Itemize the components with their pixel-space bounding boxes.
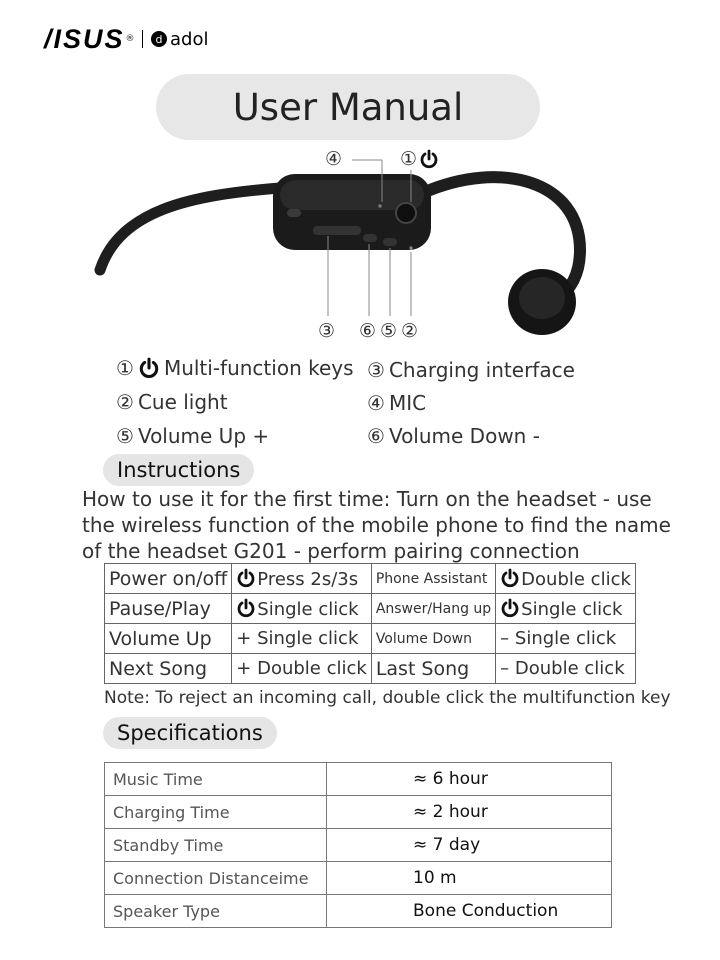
spec-value: ≈ 7 day <box>327 829 612 862</box>
mic-hole <box>378 204 382 208</box>
cell-text: Next Song <box>109 657 208 680</box>
function-cell <box>105 624 232 654</box>
brand-logos <box>44 22 209 56</box>
adol-logo-icon: d <box>151 31 167 47</box>
function-cell <box>105 564 232 594</box>
specifications-table-body <box>105 763 612 928</box>
spec-value: Bone Conduction <box>327 895 612 928</box>
adol-logo-text: adol <box>170 28 209 50</box>
legend-number: ② <box>116 390 134 414</box>
action-cell <box>496 654 636 684</box>
legend-label: Volume Up + <box>137 424 270 448</box>
operations-table <box>104 563 636 684</box>
action-cell <box>232 564 372 594</box>
action-cell <box>232 594 372 624</box>
button-left <box>287 209 301 217</box>
cell-text: Single click <box>257 598 359 620</box>
instructions-line: the wireless function of the mobile phone to find the name <box>82 513 671 537</box>
power-icon <box>500 568 520 588</box>
cell-text: – Double click <box>500 658 625 679</box>
function-cell <box>371 624 495 654</box>
function-cell <box>105 654 232 684</box>
callout-mic: ④ <box>325 148 343 170</box>
headset-diagram <box>80 140 600 350</box>
table-row <box>105 594 636 624</box>
action-cell <box>496 624 636 654</box>
cell-text: + Double click <box>236 658 367 679</box>
instructions-line: of the headset G201 - perform pairing connection <box>82 539 580 563</box>
volume-up-button <box>383 238 397 246</box>
spec-value: ≈ 2 hour <box>327 796 612 829</box>
cell-text: Answer/Hang up <box>375 600 492 617</box>
specifications-heading: Specifications <box>103 717 277 749</box>
power-icon <box>419 149 439 169</box>
legend-label: Cue light <box>137 390 228 414</box>
spec-label: Connection Distanceime <box>105 862 327 895</box>
cell-text: – Single click <box>500 628 617 649</box>
instructions-heading: Instructions <box>103 454 254 486</box>
table-row <box>105 564 636 594</box>
pad-inner <box>519 277 565 319</box>
legend-label: Volume Down - <box>388 424 540 448</box>
operations-table-body <box>105 564 636 684</box>
function-cell <box>371 564 495 594</box>
cell-text: Last Song <box>375 657 470 680</box>
instructions-text <box>82 486 702 564</box>
page-title: User Manual <box>156 74 540 140</box>
legend-number: ⑥ <box>367 424 385 448</box>
table-row <box>105 763 612 796</box>
spec-label: Standby Time <box>105 829 327 862</box>
legend-multifunction <box>116 356 354 380</box>
spec-value: 10 m <box>327 862 612 895</box>
power-icon <box>138 357 160 379</box>
note-text: Note: To reject an incoming call, double click the multifunction key <box>104 688 671 708</box>
action-cell <box>496 564 636 594</box>
cell-text: Phone Assistant <box>375 570 488 587</box>
function-cell <box>371 654 495 684</box>
table-row <box>105 624 636 654</box>
legend-label: MIC <box>388 391 427 415</box>
trademark-mark: ® <box>125 34 135 44</box>
table-row <box>105 654 636 684</box>
charging-port <box>313 226 361 235</box>
function-cell <box>105 594 232 624</box>
cell-text: Volume Down <box>375 630 473 647</box>
specifications-table <box>104 762 612 928</box>
spec-label: Charging Time <box>105 796 327 829</box>
table-row <box>105 796 612 829</box>
volume-down-button <box>363 234 377 242</box>
callout-volume-down: ⑥ <box>359 320 377 342</box>
spec-label: Speaker Type <box>105 895 327 928</box>
cell-text: Single click <box>521 598 623 620</box>
callout-number: ① <box>400 148 418 170</box>
legend-number: ⑤ <box>116 424 134 448</box>
legend-mic <box>367 391 426 415</box>
cell-text: + Single click <box>236 628 359 649</box>
legend-number: ① <box>116 356 134 380</box>
legend-volume-up <box>116 424 269 448</box>
callout-charging: ③ <box>318 320 336 342</box>
legend-charging <box>367 358 575 382</box>
legend-volume-down <box>367 424 540 448</box>
cell-text: Volume Up <box>109 627 212 650</box>
headset-left-band <box>100 188 280 270</box>
table-row <box>105 829 612 862</box>
spec-value: ≈ 6 hour <box>327 763 612 796</box>
legend-number: ③ <box>367 358 385 382</box>
power-icon <box>500 598 520 618</box>
cell-text: Pause/Play <box>109 597 211 620</box>
callout-volume-up: ⑤ <box>380 320 398 342</box>
table-row <box>105 895 612 928</box>
legend-cue-light <box>116 390 228 414</box>
cell-text: Double click <box>521 568 631 590</box>
adol-logo <box>151 29 208 50</box>
logo-divider <box>142 30 144 48</box>
legend-number: ④ <box>367 391 385 415</box>
callout-multifunction <box>400 148 439 170</box>
cell-text: Power on/off <box>109 567 228 590</box>
power-icon <box>236 598 256 618</box>
multi-function-key <box>396 203 416 223</box>
cue-light <box>409 246 412 249</box>
asus-logo: /ISUS <box>44 23 125 54</box>
legend-label: Multi-function keys <box>163 356 354 380</box>
spec-label: Music Time <box>105 763 327 796</box>
function-cell <box>371 594 495 624</box>
action-cell <box>232 624 372 654</box>
action-cell <box>496 594 636 624</box>
legend-label: Charging interface <box>388 358 575 382</box>
action-cell <box>232 654 372 684</box>
cell-text: Press 2s/3s <box>257 568 359 590</box>
power-icon <box>236 568 256 588</box>
callout-cue-light: ② <box>401 320 419 342</box>
instructions-line: How to use it for the first time: Turn on the headset - use <box>82 487 652 511</box>
table-row <box>105 862 612 895</box>
